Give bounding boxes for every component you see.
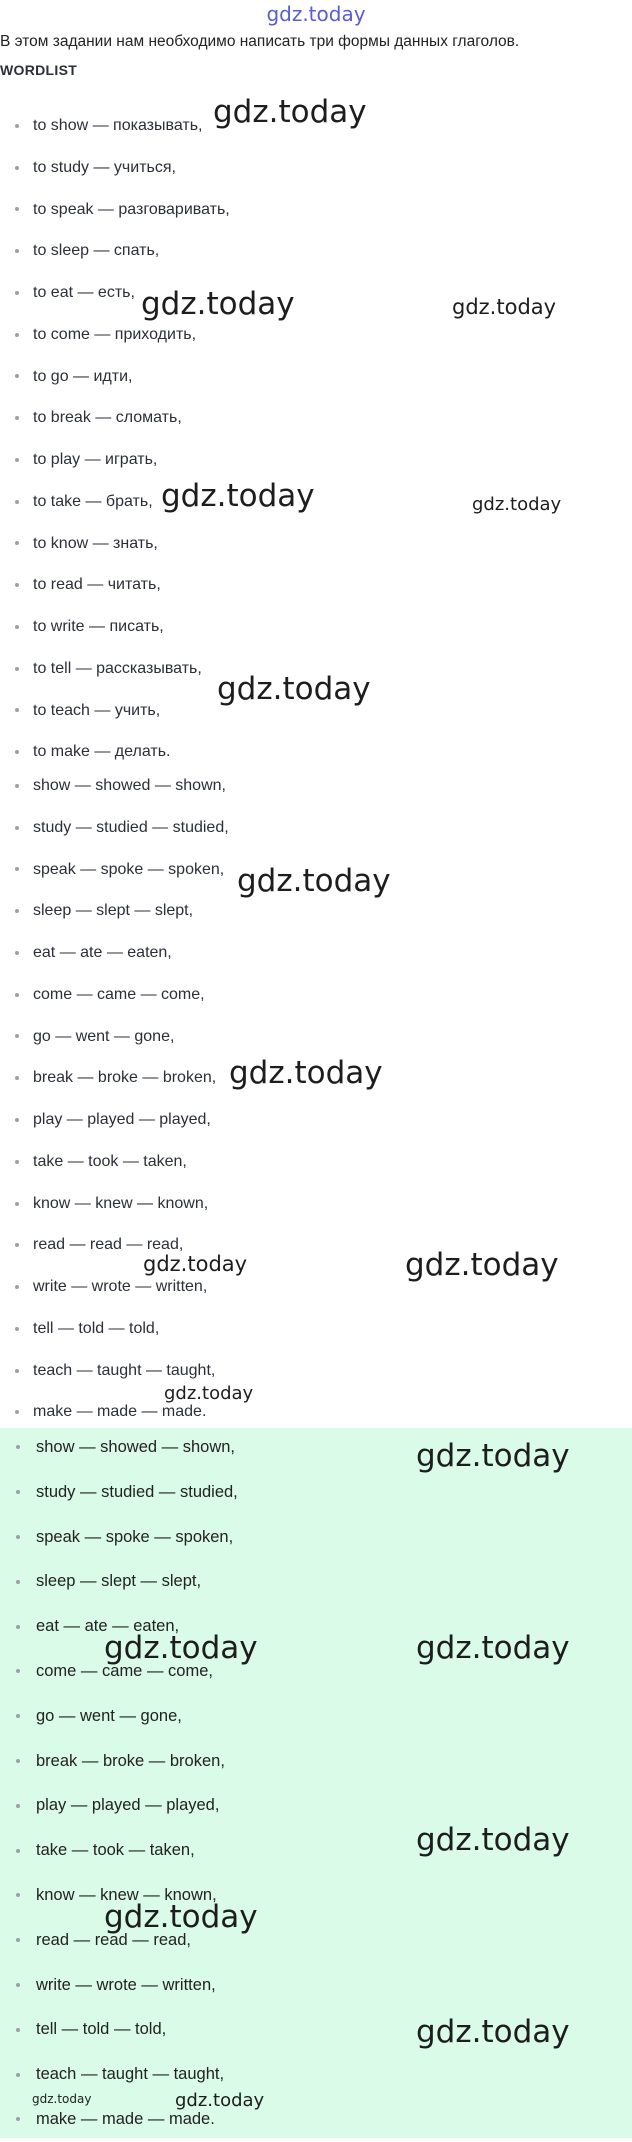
verb-forms-item: go — went — gone, [0, 1016, 632, 1058]
watermark: gdz.today [416, 2014, 570, 2050]
watermark: gdz.today [104, 1899, 258, 1935]
wordlist-item: to tell — рассказывать, [0, 648, 632, 690]
answer-item: teach — taught — taught, [0, 2052, 632, 2097]
verb-forms-item: tell — told — told, [0, 1308, 632, 1350]
wordlist-item: to speak — разговаривать, [0, 189, 632, 231]
answer-item: tell — told — told, [0, 2007, 632, 2052]
verb-forms-item: eat — ate — eaten, [0, 932, 632, 974]
wordlist-heading: WORDLIST [0, 62, 78, 78]
wordlist-item: to come — приходить, [0, 314, 632, 356]
answer-item: go — went — gone, [0, 1694, 632, 1739]
wordlist-item: to go — идти, [0, 356, 632, 398]
verb-forms-item: know — knew — known, [0, 1183, 632, 1225]
verb-forms-item: write — wrote — written, [0, 1266, 632, 1308]
verb-forms-item: break — broke — broken, [0, 1057, 632, 1099]
wordlist-item: to teach — учить, [0, 690, 632, 732]
verb-forms-item: come — came — come, [0, 974, 632, 1016]
answer-item: know — knew — known, [0, 1873, 632, 1918]
answer-item: make — made — made. [0, 2097, 632, 2142]
verb-forms-item: read — read — read, [0, 1224, 632, 1266]
watermark: gdz.today [164, 1383, 254, 1404]
answer-item: study — studied — studied, [0, 1470, 632, 1515]
verb-forms-item: sleep — slept — slept, [0, 890, 632, 932]
verb-forms-item: teach — taught — taught, [0, 1350, 632, 1392]
answer-item: come — came — come, [0, 1649, 632, 1694]
wordlist-item: to read — читать, [0, 564, 632, 606]
wordlist-item: to know — знать, [0, 523, 632, 565]
wordlist-item: to sleep — спать, [0, 230, 632, 272]
wordlist-item: to write — писать, [0, 606, 632, 648]
wordlist-item: to eat — есть, [0, 272, 632, 314]
answer-item: write — wrote — written, [0, 1963, 632, 2008]
watermark: gdz.today [161, 478, 315, 514]
answer-item: break — broke — broken, [0, 1739, 632, 1784]
wordlist-item: to study — учиться, [0, 147, 632, 189]
answer-item: take — took — taken, [0, 1828, 632, 1873]
watermark: gdz.today [143, 1252, 248, 1276]
wordlist-item: to play — играть, [0, 439, 632, 481]
watermark: gdz.today [217, 671, 371, 707]
watermark: gdz.today [237, 863, 391, 899]
watermark: gdz.today [416, 1438, 570, 1474]
verb-forms-item: study — studied — studied, [0, 807, 632, 849]
answer-item: show — showed — shown, [0, 1425, 632, 1470]
watermark: gdz.today [405, 1247, 559, 1283]
verb-forms-item: show — showed — shown, [0, 765, 632, 807]
wordlist-item: to make — делать. [0, 731, 632, 773]
watermark: gdz.today [175, 2090, 265, 2111]
verb-forms-item: make — made — made. [0, 1391, 632, 1433]
answer-item: read — read — read, [0, 1918, 632, 1963]
watermark: gdz.today [141, 286, 295, 322]
watermark: gdz.today [452, 295, 557, 319]
watermark: gdz.today [104, 1630, 258, 1666]
verb-forms-item: take — took — taken, [0, 1141, 632, 1183]
wordlist-item: to take — брать, [0, 481, 632, 523]
answer-item: sleep — slept — slept, [0, 1559, 632, 1604]
verb-forms-item: play — played — played, [0, 1099, 632, 1141]
watermark: gdz.today [416, 1822, 570, 1858]
watermark: gdz.today [32, 2092, 92, 2106]
watermark: gdz.today [213, 94, 367, 130]
watermark: gdz.today [229, 1055, 383, 1091]
verb-forms-item: speak — spoke — spoken, [0, 849, 632, 891]
watermark: gdz.today [472, 494, 562, 515]
answer-item: eat — ate — eaten, [0, 1604, 632, 1649]
wordlist-item: to break — сломать, [0, 397, 632, 439]
task-intro: В этом задании нам необходимо написать три формы данных глаголов. [0, 33, 520, 50]
answer-item: speak — spoke — spoken, [0, 1515, 632, 1560]
answer-item: play — played — played, [0, 1783, 632, 1828]
wordlist-item: to show — показывать, [0, 105, 632, 147]
site-logo[interactable]: gdz.today [266, 2, 366, 26]
watermark: gdz.today [416, 1630, 570, 1666]
